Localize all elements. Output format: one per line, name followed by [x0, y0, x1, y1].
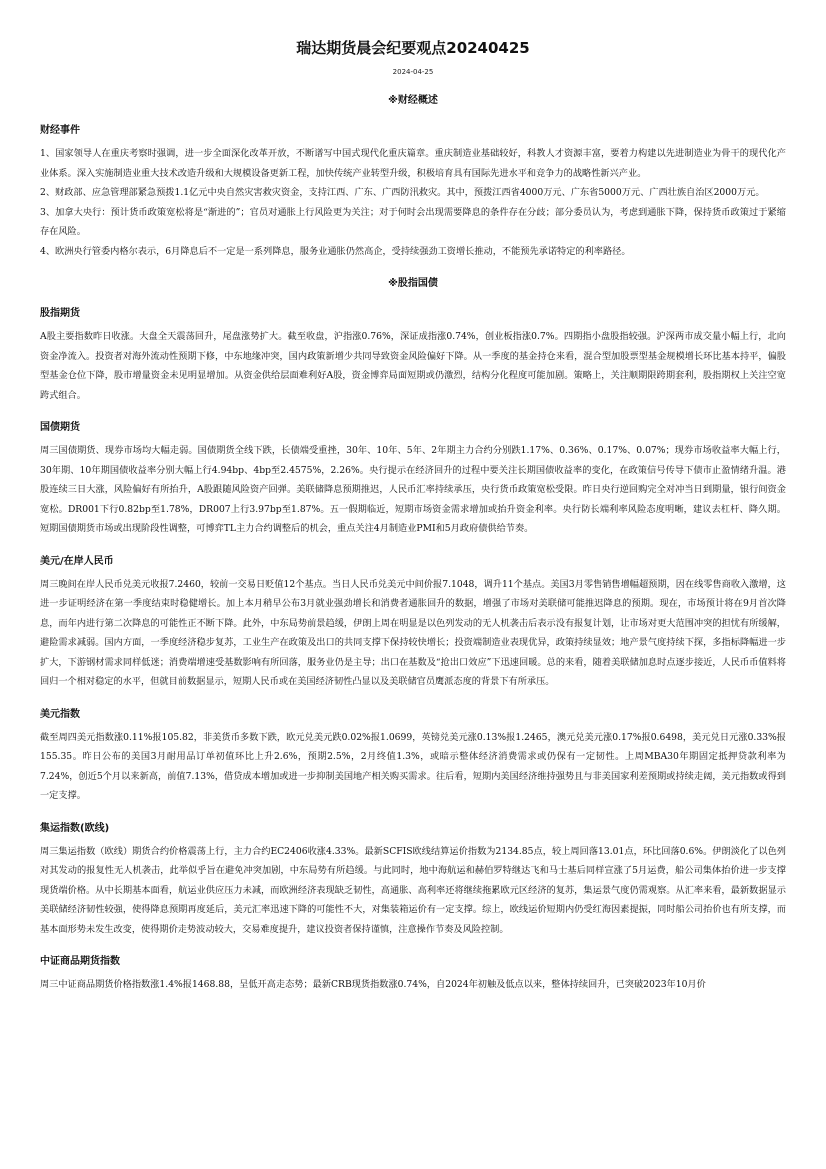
section-title-finance-overview: ※财经概述	[388, 95, 438, 106]
usd-cny-block	[40, 555, 786, 692]
csi-commodity-index-text: 周三中证商品期货价格指数涨1.4%报1468.88，呈低开高走态势；最新CRB现货指数涨0.74%，自2024年初触及低点以来，整体持续回升，已突破2023年10月价	[40, 979, 706, 990]
csi-commodity-index-block	[40, 955, 786, 995]
stock-index-futures-block	[40, 307, 786, 405]
stock-index-futures-text: A股主要指数昨日收涨。大盘全天震荡回升，尾盘涨势扩大。截至收盘，沪指涨0.76%，深证成指涨0.74%，创业板指涨0.7%。四期指小盘股指较强。沪深两市成交量小幅上行，北向资金净流入。投资者对海外流动性预期下修，中东地缘冲突，国内政策新增少共同导致资金风险偏好下降。从一季度的基金持仓来看，混合型加股票型基金规模增长环比基本持平，偏股型基金仓位下降，股市增量资金未见明显增加。从资金供给层面难利好A股，资金博弈局面短期或仍激烈，结构分化程度可能加剧。策略上，关注顺期限跨期套利，股指期权上关注空宽跨式组合。	[40, 331, 786, 401]
section-title-stock-bond: ※股指国债	[388, 278, 438, 289]
finance-event-item: 3、加拿大央行：预计货币政策宽松将是“渐进的”；官员对通胀上行风险更为关注；对于何时会出现需要降息的条件存在分歧；部分委员认为，考虑到通胀下降，保持货币政策过于紧缩存在风险。	[40, 206, 786, 237]
container-freight-index-block	[40, 822, 786, 940]
finance-event-item: 1、国家领导人在重庆考察时强调，进一步全面深化改革开放，不断谱写中国式现代化重庆篇章。重庆制造业基础较好，科教人才资源丰富，要着力构建以先进制造业为骨干的现代化产业体系。深入实施制造业重大技术改造升级和大规模设备更新工程，加快传统产业转型升级，积极培育具有国际先进水平和竞争力的战略性新兴产业。	[40, 148, 786, 179]
usd-cny-title: 美元/在岸人民币	[40, 555, 114, 567]
stock-index-futures-title: 股指期货	[40, 308, 80, 319]
finance-events-title: 财经事件	[40, 125, 80, 136]
document-title: 瑞达期货晨会纪要观点20240425	[296, 39, 530, 57]
container-freight-index-text: 周三集运指数（欧线）期货合约价格震荡上行，主力合约EC2406收涨4.33%。最新SCFIS欧线结算运价指数为2134.85点，较上周回落13.01点，环比回落0.6%。伊朗淡化了以色列对其发动的报复性无人机袭击，此举似乎旨在避免冲突加剧，中东局势有所趋缓。与此同时，地中海航运和赫伯罗特继达飞和马士基后同样宣涨了5月运费，船公司集体抬价进一步支撑现货端价格。从中长期基本面看，航运业供应压力未减，而欧洲经济表现缺乏韧性，高通胀、高利率还将继续拖累欧元区经济的复苏，集运景气度仍需观察。从汇率来看，最新数据显示美联储经济韧性较强，使得降息预期再度延后，美元汇率迅速下降的可能性不大，对集装箱运价有一定支撑。综上，欧线运价短期内仍受红海因素提振，同时船公司抬价也有所支撑，而基本面形势未发生改变，使得期价走势波动较大，交易难度提升，建议投资者保持谨慎，注意操作节奏及风险控制。	[40, 845, 786, 935]
dollar-index-title: 美元指数	[40, 708, 80, 720]
usd-cny-text: 周三晚间在岸人民币兑美元收报7.2460，较前一交易日贬值12个基点。当日人民币兑美元中间价报7.1048，调升11个基点。美国3月零售销售增幅超预期，因在线零售商收入激增，这进一步证明经济在第一季度结束时稳健增长。加上本月稍早公布3月就业强劲增长和消费者通胀回升的数据，增强了市场对美联储可能推迟降息的预期。现在，市场预计将在9月首次降息，而年内进行第二次降息的可能性正不断下降。此外，中东局势前景趋缓，伊朗上周在明显是以色列发动的无人机袭击后表示没有报复计划，让市场对更大范围冲突的担忧有所缓解，避险需求减弱。国内方面，一季度经济稳步复苏，工业生产在政策及出口的共同支撑下保持较快增长；投资端制造业表现优异，政策持续显效；地产景气度持续下探，多指标降幅进一步扩大，下游钢材需求同样低迷；消费端增速受基数影响有所回落，服务业仍是主导；出口在基数及“抢出口效应”下迅速回暖。总的来看，随着美联储加息时点逐步接近，人民币币值料将回归一个相对稳定的水平，但就目前数据显示，短期人民币或在美国经济韧性凸显以及美联储官员鹰派态度的背景下有所承压。	[40, 578, 786, 687]
finance-event-item: 2、财政部、应急管理部紧急预拨1.1亿元中央自然灾害救灾资金，支持江西、广东、广西防汛救灾。其中，预拨江西省4000万元、广东省5000万元、广西壮族自治区2000万元。	[40, 187, 765, 198]
treasury-futures-block	[40, 421, 786, 539]
container-freight-index-title: 集运指数(欧线)	[40, 822, 110, 834]
treasury-futures-text: 周三国债期货、现券市场均大幅走弱。国债期货全线下跌，长债端受重挫，30年、10年、5年、2年期主力合约分别跌1.17%、0.36%、0.17%、0.07%；现券市场收益率大幅上行，30年期、10年期国债收益率分别大幅上行4.94bp、4bp至2.4575%，2.26%。央行提示在经济回升的过程中要关注长期国债收益率的变化，在政策信号传导下债市止盈情绪升温。港股连续三日大涨，风险偏好有所抬升，A股跟随风险资产回弹。美联储降息预期推迟，人民币汇率持续承压，央行货币政策宽松受限。昨日央行逆回购完全对冲当日到期量，银行间资金宽松。DR001下行0.82bp至1.78%，DR007上行3.97bp至1.87%。五一假期临近，短期市场资金需求增加或抬升资金利率。央行防长端利率风险态度明晰，建议去杠杆、降久期。短期国债期货市场或出现阶段性调整，可博弈TL主力合约调整后的机会，重点关注4月制造业PMI和5月政府债供给节奏。	[40, 445, 786, 534]
csi-commodity-index-title: 中证商品期货指数	[40, 956, 120, 967]
finance-event-item: 4、欧洲央行管委内格尔表示，6月降息后不一定是一系列降息，服务业通胀仍然高企，受持续强劲工资增长推动，不能预先承诺特定的利率路径。	[40, 245, 631, 257]
document-date: 2024-04-25	[392, 68, 434, 76]
treasury-futures-title: 国债期货	[40, 422, 80, 433]
dollar-index-block	[40, 708, 786, 806]
finance-events-block	[40, 124, 786, 261]
dollar-index-text: 截至周四美元指数涨0.11%报105.82，非美货币多数下跌，欧元兑美元跌0.02%报1.0699，英镑兑美元涨0.13%报1.2465，澳元兑美元涨0.17%报0.6498，美元兑日元涨0.33%报155.35。昨日公布的美国3月耐用品订单初值环比上升2.6%，预期2.5%，2月终值1.3%，或暗示整体经济消费需求或仍保有一定韧性。上周MBA30年期固定抵押贷款利率为7.24%，创近5个月以来新高，前值7.13%，借贷成本增加或进一步抑制美国地产相关购买需求。往后看，短期内美国经济维持强势且与非美国家利差预期或持续走阔，美元指数或得到一定支撑。	[40, 731, 786, 801]
